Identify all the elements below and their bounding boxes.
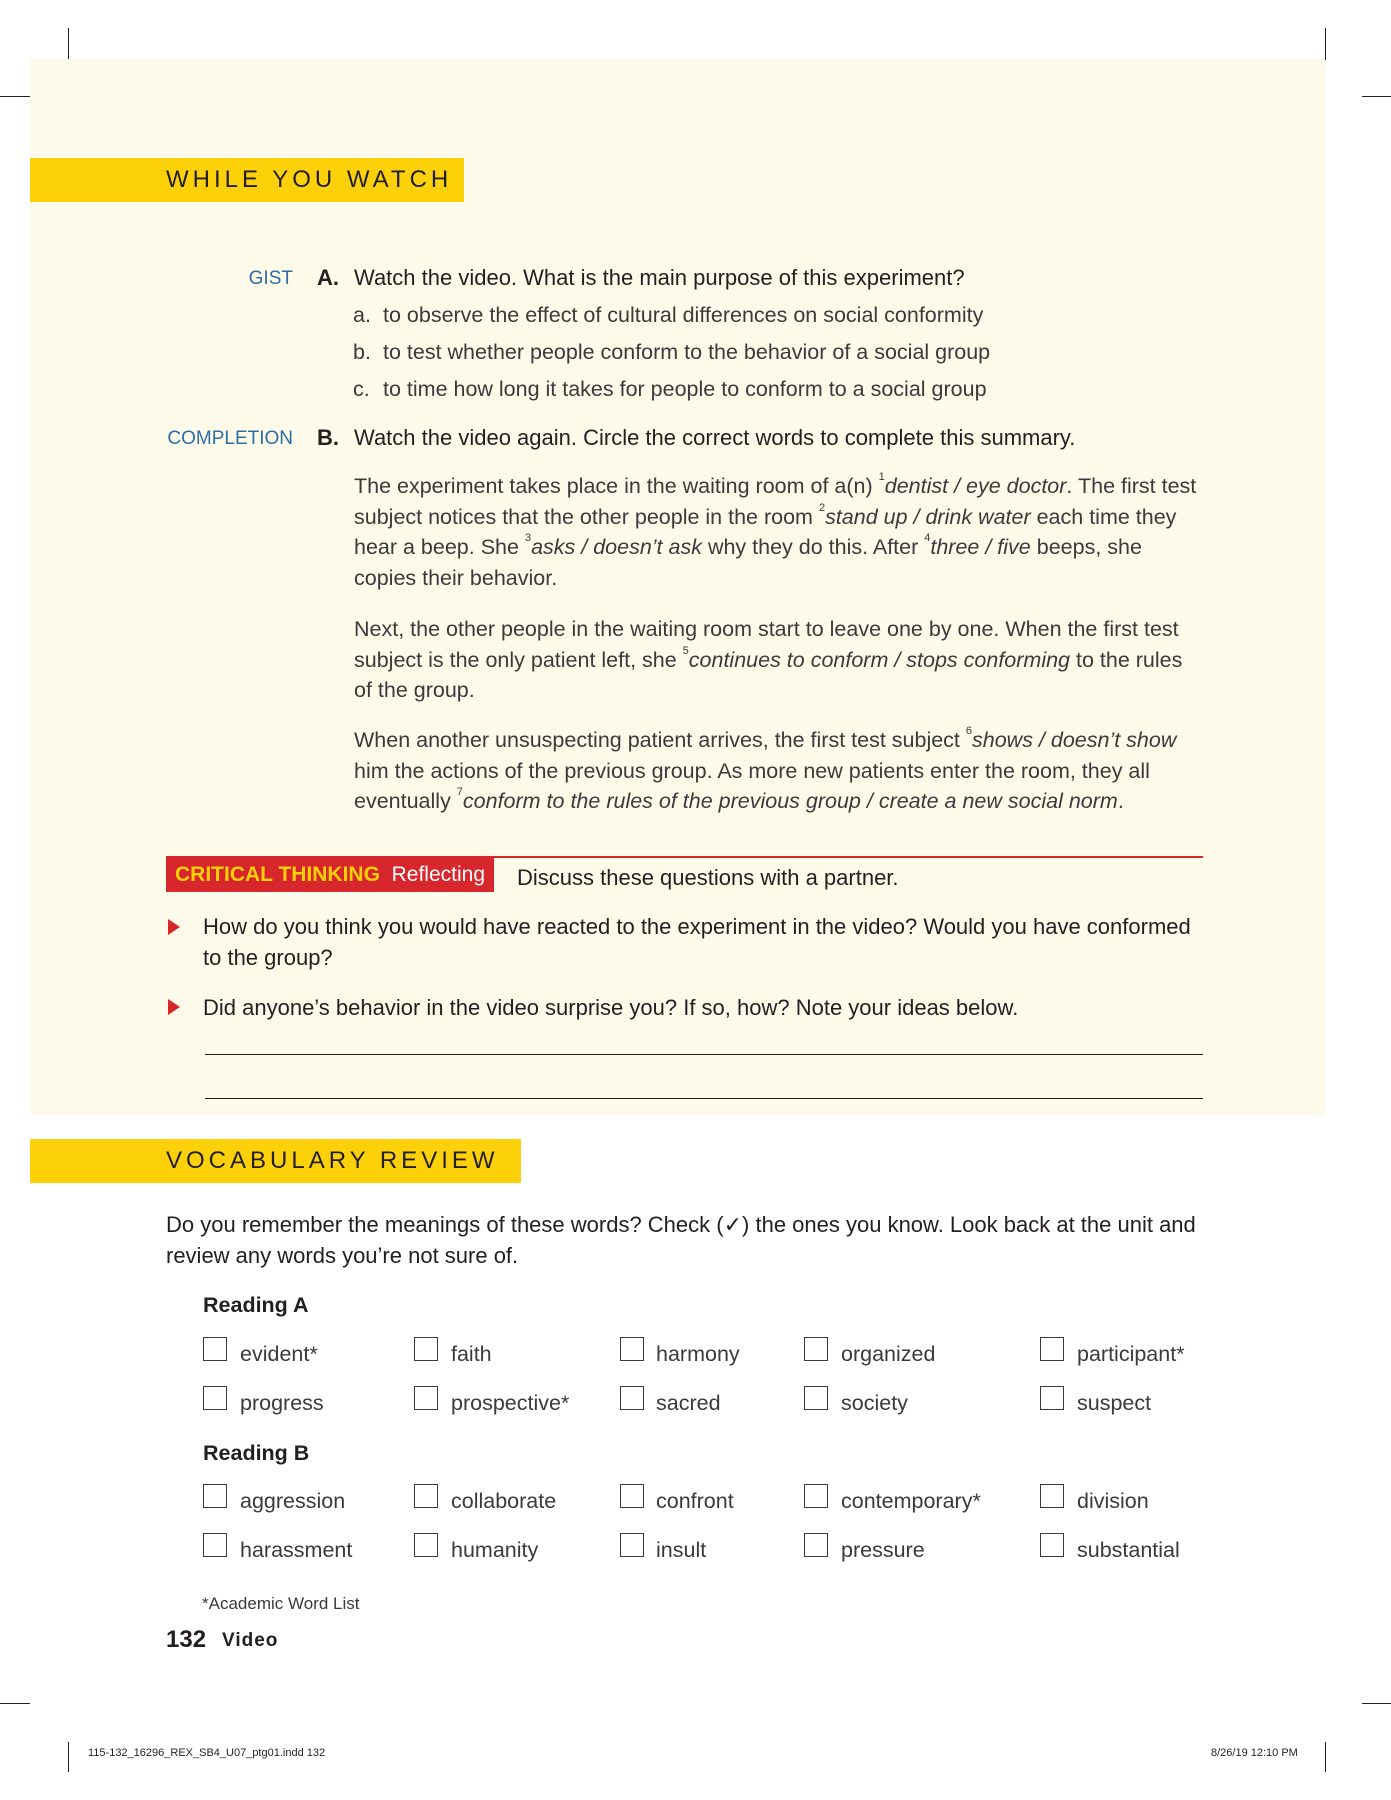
vocabulary-instructions: Do you remember the meanings of these words? Check (✓) the ones you know. Look back at the unit and review any words you’re not sure of.: [166, 1212, 1196, 1268]
reading-b-heading: Reading B: [203, 1441, 310, 1465]
word-harassment: harassment: [240, 1538, 353, 1562]
checkbox-confront[interactable]: [620, 1484, 644, 1508]
word-insult: insult: [656, 1538, 707, 1562]
crop-mark: [68, 1742, 69, 1772]
option-a-text[interactable]: to observe the effect of cultural differences on social conformity: [383, 303, 984, 327]
checkbox-suspect[interactable]: [1040, 1386, 1064, 1410]
completion-label: COMPLETION: [167, 428, 293, 449]
word-evident: evident*: [240, 1342, 318, 1366]
academic-word-list-note: *Academic Word List: [202, 1594, 360, 1613]
checkbox-collaborate[interactable]: [414, 1484, 438, 1508]
choice-5[interactable]: continues to conform / stops conforming: [688, 647, 1071, 672]
page-number: 132: [166, 1626, 207, 1653]
choice-3[interactable]: asks / doesn’t ask: [531, 535, 702, 559]
summary-paragraph-2: Next, the other people in the waiting room start to leave one by one. When the first test subject is the only patient left, she $^5$continues to conform / stops conforming to the rules of the group.: [354, 617, 1183, 702]
triangle-bullet-icon: [168, 919, 180, 935]
checkbox-organized[interactable]: [804, 1337, 828, 1361]
reading-a-heading: Reading A: [203, 1293, 309, 1317]
word-confront: confront: [656, 1489, 734, 1513]
question-b-letter: B.: [317, 425, 339, 450]
word-suspect: suspect: [1077, 1391, 1152, 1415]
checkbox-evident[interactable]: [203, 1337, 227, 1361]
word-humanity: humanity: [451, 1538, 539, 1562]
section-banner-while-you-watch: WHILE YOU WATCH: [30, 158, 464, 202]
word-aggression: aggression: [240, 1489, 346, 1513]
option-c-text[interactable]: to time how long it takes for people to conform to a social group: [383, 377, 987, 401]
word-collaborate: collaborate: [451, 1489, 557, 1513]
word-participant: participant*: [1077, 1342, 1185, 1366]
crop-mark: [1362, 96, 1391, 97]
word-harmony: harmony: [656, 1342, 740, 1366]
checkbox-society[interactable]: [804, 1386, 828, 1410]
crop-mark: [1325, 28, 1326, 60]
summary-paragraph-1: The experiment takes place in the waiting room of a(n) $^1$dentist / eye doctor. The first test subject notices that the other people in the room $^2$stand up / drink water each time they hear a beep. She $^3$asks / doesn’t ask why they do this. After $^4$three / five beeps, she copies their behavior.: [354, 471, 1197, 590]
question-a-letter: A.: [317, 265, 339, 290]
checkbox-harmony[interactable]: [620, 1337, 644, 1361]
option-a-letter: a.: [353, 303, 371, 327]
critical-thinking-label: CRITICAL THINKING Reflecting: [166, 858, 494, 892]
choice-6[interactable]: shows / doesn’t show: [972, 728, 1177, 752]
option-c-letter: c.: [353, 377, 370, 401]
word-division: division: [1077, 1489, 1149, 1513]
option-b-text[interactable]: to test whether people conform to the behavior of a social group: [383, 340, 991, 364]
word-contemporary: contemporary*: [841, 1489, 981, 1513]
checkbox-prospective[interactable]: [414, 1386, 438, 1410]
triangle-bullet-icon: [168, 999, 180, 1015]
word-prospective: prospective*: [451, 1391, 570, 1415]
word-pressure: pressure: [841, 1538, 925, 1562]
word-progress: progress: [240, 1391, 324, 1415]
gist-label: GIST: [248, 268, 293, 289]
crop-mark: [0, 1703, 30, 1704]
note-line-2[interactable]: [205, 1098, 1203, 1099]
discussion-question-2: Did anyone’s behavior in the video surprise you? If so, how? Note your ideas below.: [203, 995, 1019, 1020]
note-line-1[interactable]: [205, 1054, 1203, 1055]
choice-7[interactable]: conform to the rules of the previous group / create a new social norm: [462, 789, 1118, 813]
question-a-text: Watch the video. What is the main purpose of this experiment?: [354, 265, 965, 290]
crop-mark: [1325, 1742, 1326, 1772]
choice-1[interactable]: dentist / eye doctor: [884, 474, 1067, 498]
checkbox-substantial[interactable]: [1040, 1533, 1064, 1557]
checkbox-humanity[interactable]: [414, 1533, 438, 1557]
choice-2[interactable]: stand up / drink water: [825, 504, 1031, 529]
page-section-name: Video: [222, 1630, 279, 1651]
question-b-text: Watch the video again. Circle the correct words to complete this summary.: [354, 425, 1076, 450]
checkbox-pressure[interactable]: [804, 1533, 828, 1557]
option-b-letter: b.: [353, 340, 371, 364]
discussion-question-1: How do you think you would have reacted to the experiment in the video? Would you have conformed to the group?: [203, 914, 1191, 970]
crop-mark: [68, 28, 69, 60]
crop-mark: [1362, 1703, 1391, 1704]
critical-thinking-instruction: Discuss these questions with a partner.: [517, 865, 899, 890]
section-banner-vocabulary-review: VOCABULARY REVIEW: [30, 1139, 521, 1183]
checkbox-contemporary[interactable]: [804, 1484, 828, 1508]
choice-4[interactable]: three / five: [930, 535, 1031, 559]
checkbox-insult[interactable]: [620, 1533, 644, 1557]
print-slug-date: 8/26/19 12:10 PM: [1211, 1747, 1298, 1759]
summary-paragraph-3: When another unsuspecting patient arrives, the first test subject $^6$shows / doesn’t show him the actions of the previous group. As more new patients enter the room, they all eventually $^7$conform to the rules of the previous group / create a new social norm.: [354, 725, 1177, 813]
checkbox-division[interactable]: [1040, 1484, 1064, 1508]
checkbox-harassment[interactable]: [203, 1533, 227, 1557]
checkbox-progress[interactable]: [203, 1386, 227, 1410]
word-organized: organized: [841, 1342, 936, 1366]
checkbox-sacred[interactable]: [620, 1386, 644, 1410]
checkbox-participant[interactable]: [1040, 1337, 1064, 1361]
word-faith: faith: [451, 1342, 492, 1366]
word-substantial: substantial: [1077, 1538, 1180, 1562]
word-sacred: sacred: [656, 1391, 721, 1415]
crop-mark: [0, 96, 30, 97]
checkbox-faith[interactable]: [414, 1337, 438, 1361]
word-society: society: [841, 1391, 908, 1415]
print-slug-file: 115-132_16296_REX_SB4_U07_ptg01.indd 132: [88, 1747, 326, 1759]
checkbox-aggression[interactable]: [203, 1484, 227, 1508]
